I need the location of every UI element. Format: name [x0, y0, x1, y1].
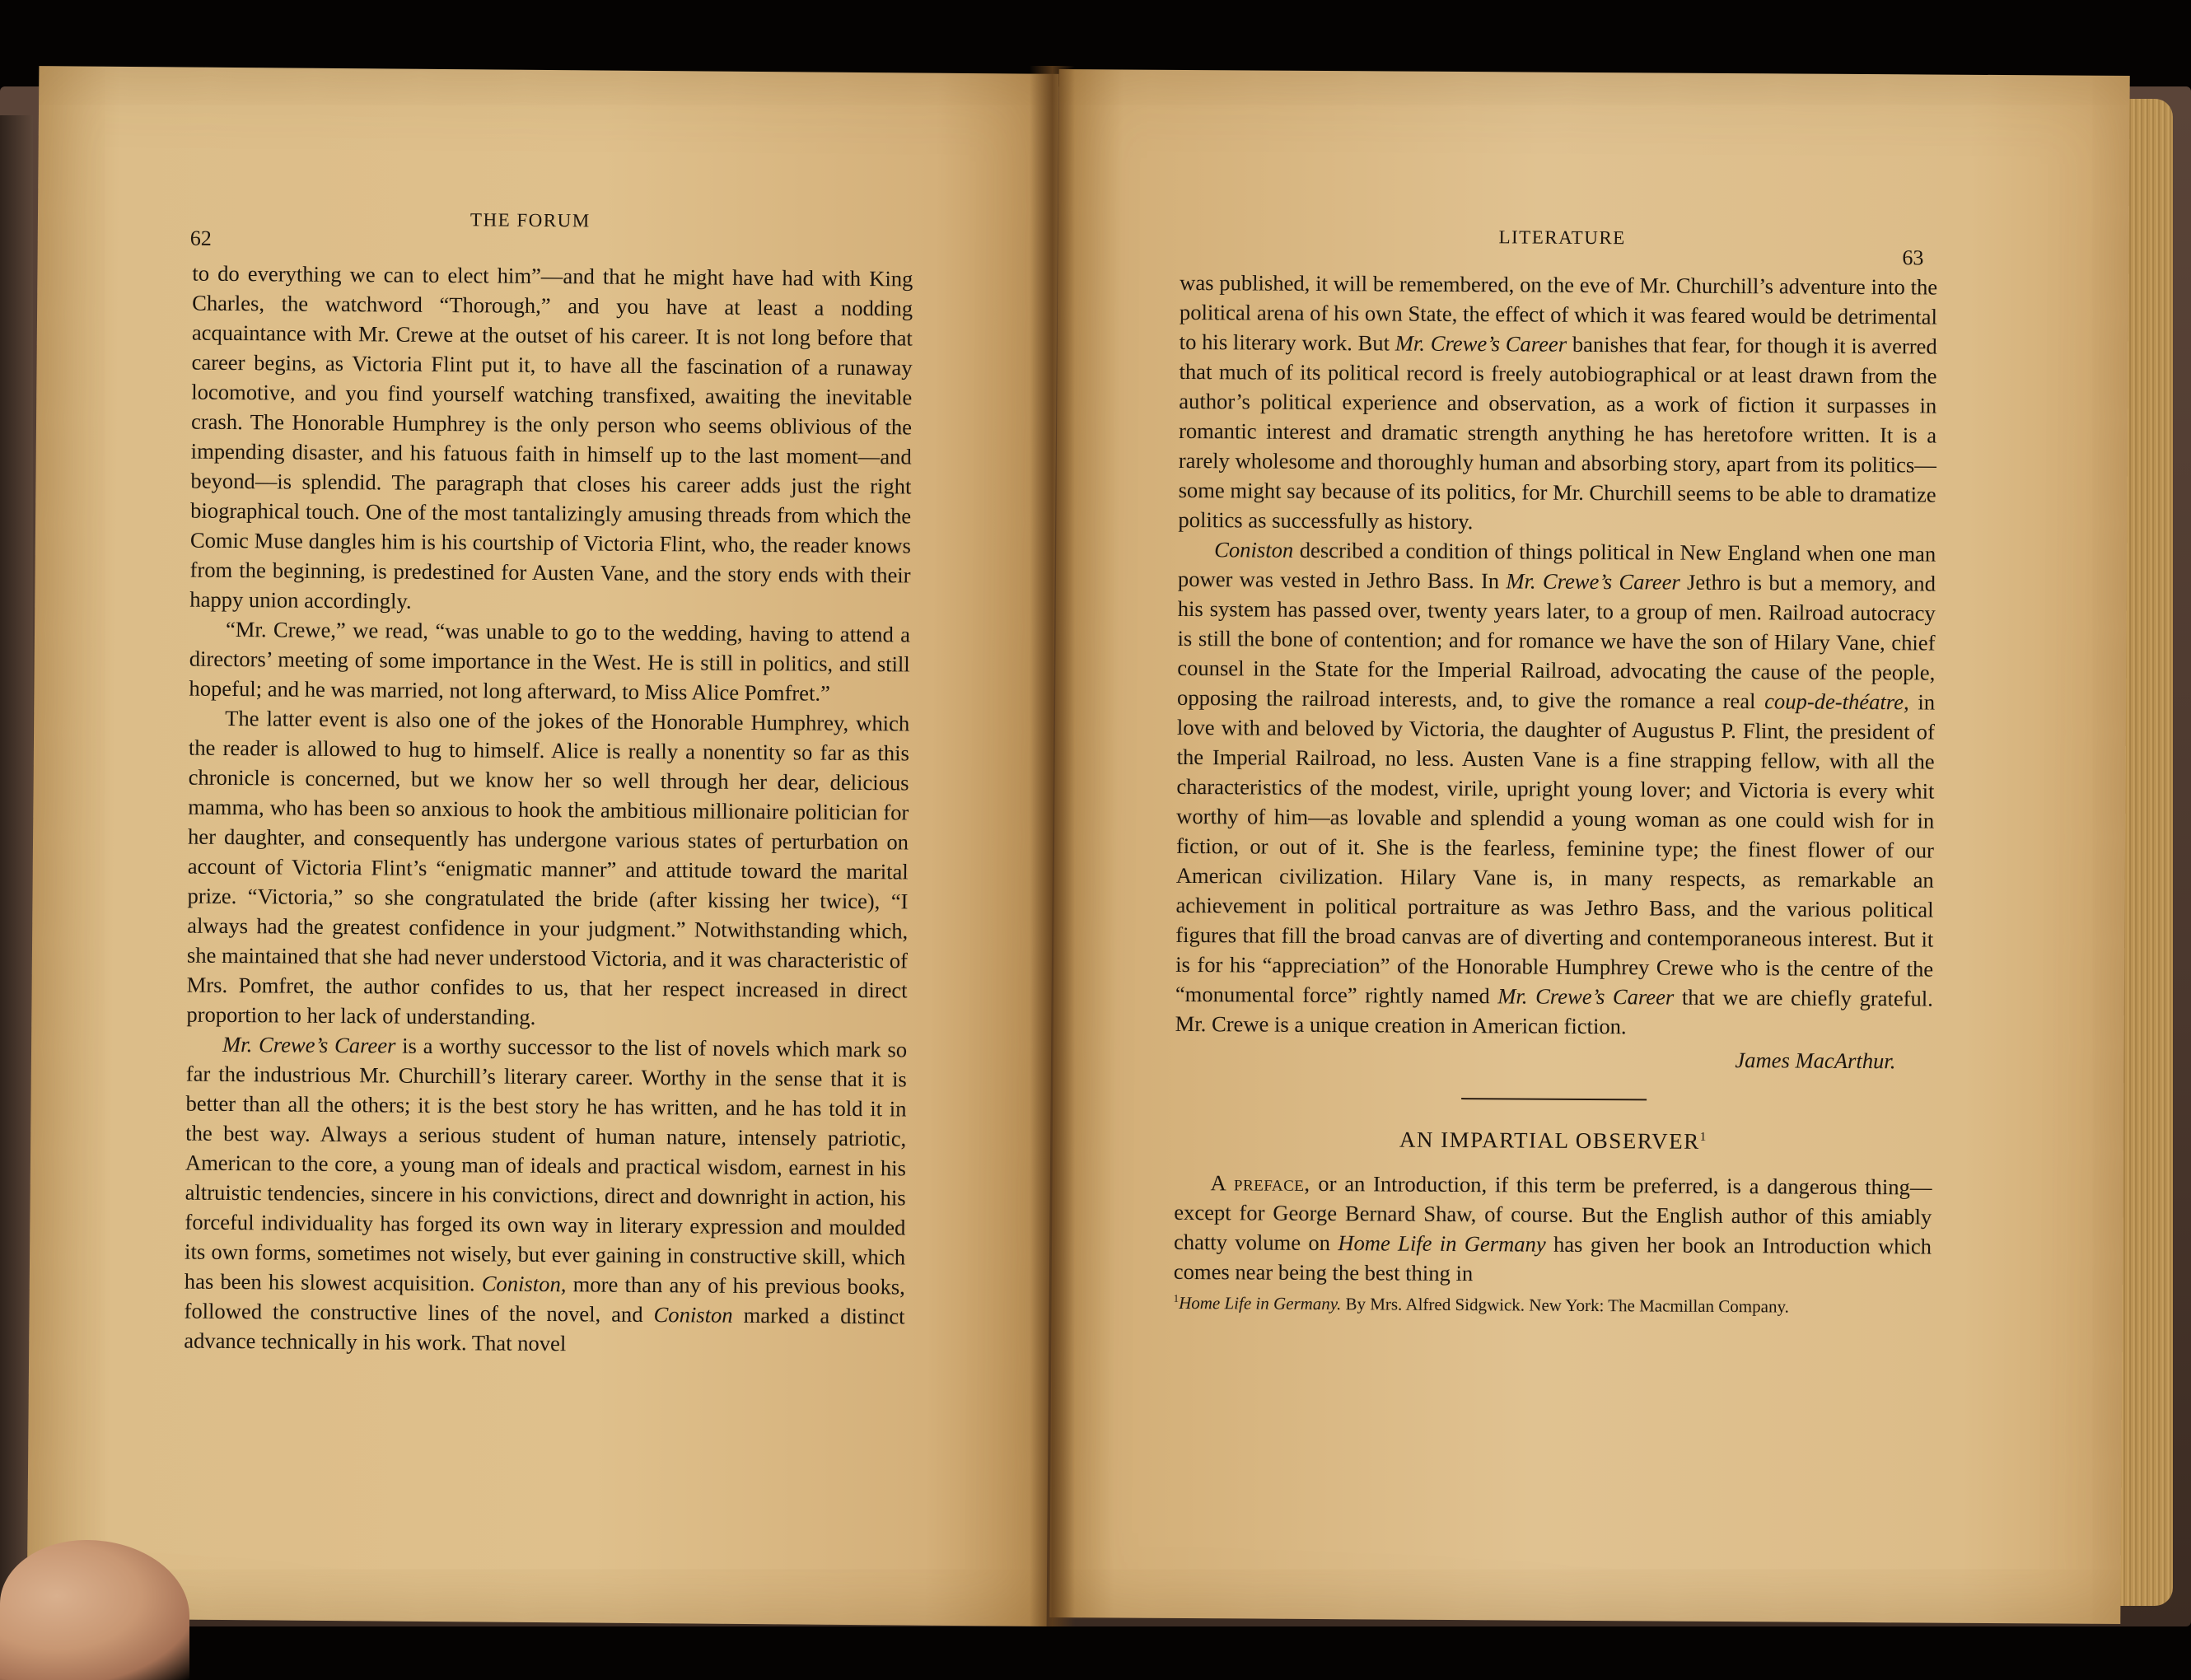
footnote-reference: 1	[1699, 1130, 1707, 1144]
right-page-number: 63	[1902, 245, 1924, 270]
left-page	[27, 66, 1059, 1626]
left-paragraph-2: “Mr. Crewe,” we read, “was unable to go to the wedding, having to attend a directors’ meeting of some importance in the West. He is still in politics, and still hopeful; and he was married, not long afterward, to Miss Alice Pomfret.”	[189, 616, 911, 706]
small-caps-opening: A preface,	[1210, 1170, 1310, 1196]
phrase-italic: coup-de-théatre,	[1764, 688, 1909, 715]
section-divider	[1461, 1098, 1647, 1100]
book-title: Coniston	[653, 1302, 733, 1328]
book-title: Mr. Crewe’s Career	[222, 1031, 396, 1058]
left-page-number: 62	[189, 226, 212, 250]
footnote: $^1$Home Life in Germany. By Mrs. Alfred Sidgwick. New York: The Macmillan Company.	[1173, 1291, 1789, 1317]
left-running-head: THE FORUM	[470, 209, 591, 231]
right-text-column	[1174, 268, 1938, 1320]
author-signature: James MacArthur.	[1735, 1048, 1896, 1074]
right-paragraph-3: A preface, or an Introduction, if this term be preferred, is a dangerous thing—except for George Bernard Shaw, of course. But the English author of this amiably chatty volume on Home Life in Germany has given her book an Introduction which comes near being the best thing in	[1173, 1170, 1932, 1286]
book-title: Home Life in Germany	[1338, 1230, 1546, 1257]
left-paragraph-3: The latter event is also one of the jokes of the Honorable Humphrey, which the reader is allowed to hug to himself. Alice is really a nonentity so far as this chronicle is concerned, but we know her so well through her dear, delicious mamma, who has been so anxious to hook the ambitious millionaire politician for her daughter, and consequently has undergone various states of perturbation on account of Victoria Flint’s “enigmatic manner” and attitude toward the marital prize. “Victoria,” so she congratulated the bride (after kissing her twice), “I always had the greatest confidence in your judgment.” Notwithstanding which, she maintained that she had never understood Victoria, and it was characteristic of Mrs. Pomfret, the author confides to us, that her respect increased in direct proportion to her lack of understanding.	[186, 705, 910, 1029]
right-running-head: LITERATURE	[1498, 226, 1626, 249]
right-paragraph-1: was published, it will be remembered, on the eve of Mr. Churchill’s adventure into the political arena of his own State, the effect of which it was feared would be detrimental to his literary work. But Mr. Crewe’s Career banishes that fear, for though it is averred that much of its political record is freely autobiographical or at least drawn from the author’s political experience and observation, as a work of fiction it surpasses in romantic interest and dramatic strength anything he has heretofore written. It is a rarely wholesome and thoroughly human and absorbing story, apart from its politics—some might say because of its politics, for Mr. Churchill seems to be able to dramatize politics as successfully as history.	[1178, 269, 1938, 534]
book-gutter	[1030, 66, 1075, 1626]
right-page	[1049, 69, 2129, 1624]
book-title: Mr. Crewe’s Career	[1506, 568, 1680, 595]
left-paragraph-1: to do everything we can to elect him”—and that he might have had with King Charles, the watchword “Thorough,” and you have at least a nodding acquaintance with Mr. Crewe at the outset of his career. It is not long before that career begins, as Victoria Flint put it, to have all the fascination of a runaway locomotive, and you find yourself watching transfixed, awaiting the inevitable crash. The Honorable Humphrey is the only person who seems oblivious of the impending disaster, and his fatuous faith in himself up to the last moment—and beyond—is splendid. The paragraph that closes his career adds just the right biographical touch. One of the most tantalizingly amusing threads from which the Comic Muse dangles him is his courtship of Victoria Flint, who, the reader knows from the beginning, is predestined for Austen Vane, and the story ends with their happy union accordingly.	[189, 260, 913, 614]
right-paragraph-2: Coniston described a condition of things political in New England when one man power was vested in Jethro Bass. In Mr. Crewe’s Career Jethro is but a memory, and his system has passed over, twenty years later, to a group of men. Railroad autocracy is still the bone of contention; and for romance we have the son of Hilary Vane, chief counsel in the State for the Imperial Railroad, advocating the cause of the people, opposing the railroad interests, and, to give the romance a real coup-de-théatre, in love with and beloved by Victoria, the daughter of Augustus P. Flint, the president of the Imperial Railroad, no less. Austen Vane is a fine strapping fellow, with all the characteristics of the modest, virile, upright young lover; and Victoria is every whit worthy of him—as lovable and splendid a young woman as one could wish for in fiction, or out of it. She is the fearless, feminine type; the finest flower of our American civilization. Hilary Vane is, in many respects, as remarkable an achievement in political portraiture as was Jethro Bass, and the various political figures that fill the broad canvas are of diverting and contemporaneous interest. But it is for his “appreciation” of the Honorable Humphrey Crewe who is the centre of the “monumental force” rightly named Mr. Crewe’s Career that we are chiefly grateful. Mr. Crewe is a unique creation in American fiction.	[1175, 537, 1936, 1039]
article-title: AN IMPARTIAL OBSERVER$^1$	[1399, 1127, 1707, 1154]
footnote-book-title: Home Life in Germany.	[1179, 1292, 1342, 1314]
book-title: Coniston	[1214, 537, 1294, 562]
book-title: Mr. Crewe’s Career	[1497, 983, 1675, 1010]
book-title: Coniston,	[481, 1271, 567, 1297]
left-text-column	[184, 259, 913, 1361]
left-paragraph-4: Mr. Crewe’s Career is a worthy successor to the list of novels which mark so far the industrious Mr. Churchill’s literary career. Worthy in the sense that it is better than all the others; it is the best story he has written, and he has told it in the best way. Always a serious student of human nature, intensely patriotic, American to the core, a young man of ideals and practical wisdom, earnest in his altruistic tendencies, sincere in his convictions, direct and downright in action, his forceful individuality has forged its own way in literary expression and moulded its own forms, sometimes not wisely, but ever gaining in constructive skill, which has been his slowest acquisition. Coniston, more than any of his previous books, followed the constructive lines of the novel, and Coniston marked a distinct advance technically in his work. That novel	[184, 1031, 908, 1356]
book-title: Mr. Crewe’s Career	[1394, 330, 1567, 357]
